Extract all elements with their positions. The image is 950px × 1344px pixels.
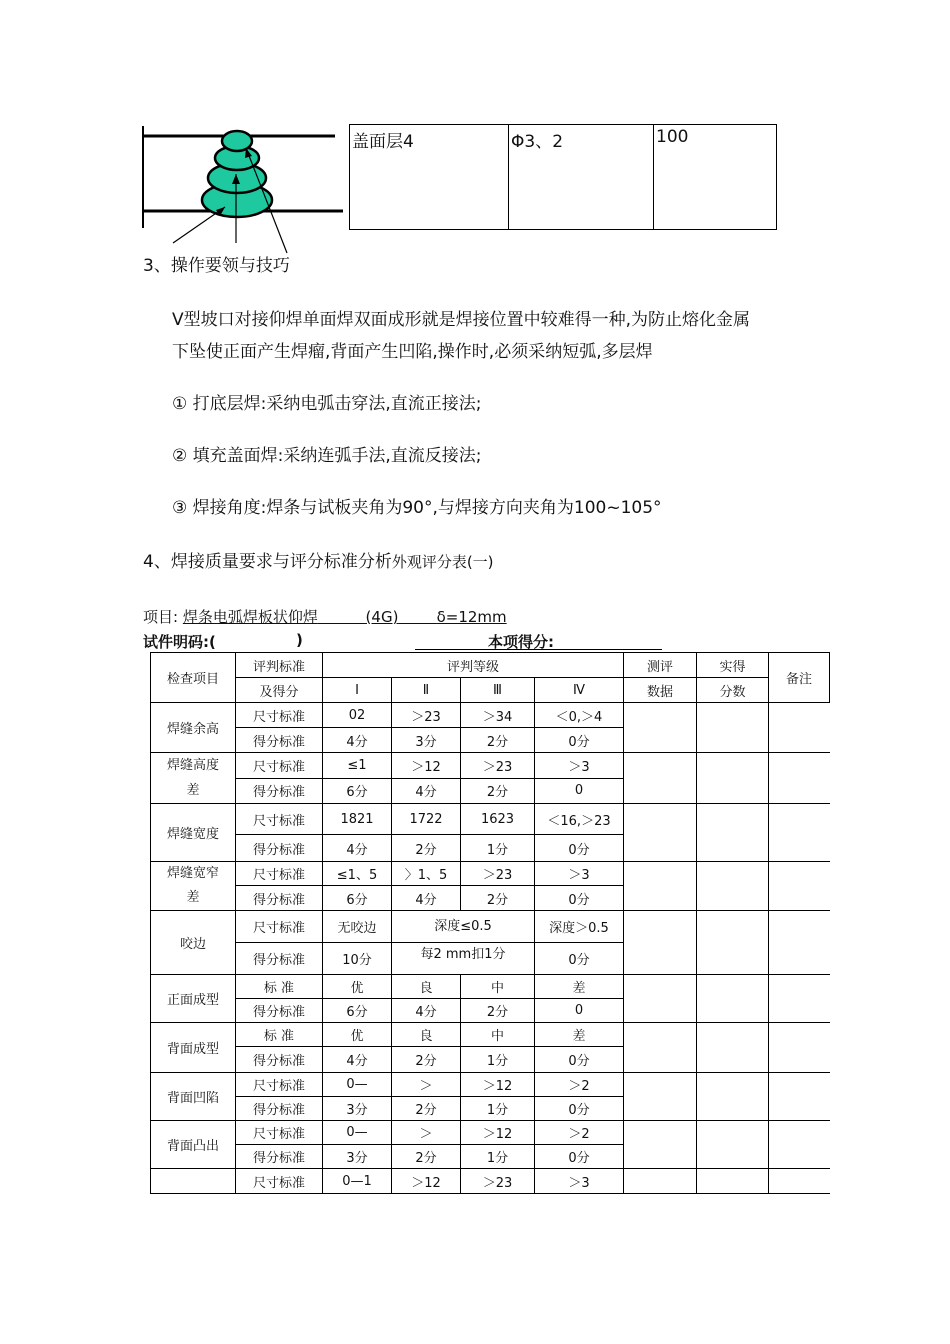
score-label: 本项得分: bbox=[488, 633, 554, 651]
grade-cell: 1分 bbox=[461, 1097, 535, 1121]
criteria-cell: 得分标准 bbox=[236, 728, 323, 753]
grade-cell: ＞23 bbox=[461, 753, 535, 779]
grade-cell: 4分 bbox=[392, 778, 461, 804]
remark-cell bbox=[769, 804, 830, 862]
remark-cell bbox=[769, 1023, 830, 1073]
remark-cell bbox=[769, 1073, 830, 1121]
criteria-cell: 尺寸标准 bbox=[236, 753, 323, 779]
electrode-cell: Φ3、2 bbox=[509, 125, 654, 230]
item-2: ② 填充盖面焊:采纳连弧手法,直流反接法; bbox=[172, 446, 482, 466]
table-row bbox=[151, 1169, 830, 1194]
grade-cell: 4分 bbox=[323, 835, 392, 862]
header-criteria-b: 及得分 bbox=[236, 678, 323, 703]
grade-cell: 1821 bbox=[323, 804, 392, 835]
grade-cell: ＞ bbox=[392, 1121, 461, 1145]
item-cell: 背面凹陷 bbox=[151, 1073, 236, 1121]
criteria-cell: 尺寸标准 bbox=[236, 1169, 323, 1194]
grade-cell: ≤1、5 bbox=[323, 862, 392, 886]
current-cell: 100 bbox=[654, 125, 777, 230]
grade-cell: ＜0,＞4 bbox=[535, 703, 624, 728]
table-row bbox=[151, 862, 830, 886]
criteria-cell: 尺寸标准 bbox=[236, 804, 323, 835]
grade-cell: 2分 bbox=[461, 886, 535, 911]
actual-cell bbox=[697, 1023, 769, 1073]
grade-cell: 每2 mm扣1分 bbox=[392, 943, 535, 975]
grade-cell: 0— bbox=[323, 1121, 392, 1145]
table-row bbox=[151, 911, 830, 943]
grade-cell: 0分 bbox=[535, 943, 624, 975]
header-g3: Ⅲ bbox=[461, 678, 535, 703]
grade-cell: 4分 bbox=[392, 886, 461, 911]
criteria-cell: 得分标准 bbox=[236, 778, 323, 804]
grade-cell: ≤1 bbox=[323, 753, 392, 779]
table-row bbox=[151, 753, 830, 779]
project-line bbox=[143, 606, 507, 627]
grade-cell: 优 bbox=[323, 975, 392, 999]
item-3: ③ 焊接角度:焊条与试板夹角为90°,与焊接方向夹角为100~105° bbox=[172, 498, 662, 518]
actual-cell bbox=[697, 753, 769, 804]
grade-cell: 2分 bbox=[392, 1097, 461, 1121]
measure-cell bbox=[624, 804, 697, 862]
criteria-cell: 尺寸标准 bbox=[236, 1121, 323, 1145]
project-thickness: δ=12mm bbox=[436, 608, 507, 626]
criteria-cell: 得分标准 bbox=[236, 999, 323, 1023]
header-actual-a: 实得 bbox=[697, 653, 769, 678]
grade-cell: 1分 bbox=[461, 1047, 535, 1073]
criteria-cell: 得分标准 bbox=[236, 1145, 323, 1169]
grade-cell: ＞23 bbox=[392, 703, 461, 728]
actual-cell bbox=[697, 1073, 769, 1121]
project-position: (4G) bbox=[365, 608, 399, 626]
header-g1: Ⅰ bbox=[323, 678, 392, 703]
grade-cell: ＞ bbox=[392, 1073, 461, 1097]
measure-cell bbox=[624, 1023, 697, 1073]
grade-cell: 0分 bbox=[535, 1097, 624, 1121]
grade-cell: 2分 bbox=[392, 835, 461, 862]
item-label-b: 差 bbox=[186, 890, 200, 905]
grade-cell: 4分 bbox=[323, 728, 392, 753]
item-label-a: 焊缝高度 bbox=[166, 758, 219, 773]
remark-cell bbox=[769, 1169, 830, 1194]
header-actual-b: 分数 bbox=[697, 678, 769, 703]
grade-cell: 2分 bbox=[461, 778, 535, 804]
appearance-score-table bbox=[150, 652, 830, 1194]
grade-cell: ＞3 bbox=[535, 1169, 624, 1194]
grade-cell: 中 bbox=[461, 1023, 535, 1047]
section3-heading: 3、操作要领与技巧 bbox=[143, 256, 290, 276]
header-grade: 评判等级 bbox=[323, 653, 624, 678]
remark-cell bbox=[769, 703, 830, 753]
item-label-b: 差 bbox=[186, 783, 200, 798]
grade-cell: ＞2 bbox=[535, 1121, 624, 1145]
item-cell bbox=[151, 1169, 236, 1194]
grade-cell: ＞34 bbox=[461, 703, 535, 728]
actual-cell bbox=[697, 862, 769, 911]
table-row bbox=[151, 703, 830, 728]
grade-cell: 深度≤0.5 bbox=[392, 911, 535, 943]
measure-cell bbox=[624, 1073, 697, 1121]
grade-cell: 0分 bbox=[535, 1047, 624, 1073]
measure-cell bbox=[624, 703, 697, 753]
project-label: 项目: bbox=[143, 608, 179, 626]
layer-cell: 盖面层4 bbox=[350, 125, 509, 230]
grade-cell: ＞23 bbox=[461, 1169, 535, 1194]
grade-cell: 1分 bbox=[461, 835, 535, 862]
grade-cell: 0分 bbox=[535, 835, 624, 862]
remark-cell bbox=[769, 1121, 830, 1169]
grade-cell: 1722 bbox=[392, 804, 461, 835]
grade-cell: 差 bbox=[535, 1023, 624, 1047]
grade-cell: ＜16,＞23 bbox=[535, 804, 624, 835]
header-measure-b: 数据 bbox=[624, 678, 697, 703]
grade-cell: 6分 bbox=[323, 886, 392, 911]
item-cell: 焊缝余高 bbox=[151, 703, 236, 753]
grade-cell: 中 bbox=[461, 975, 535, 999]
grade-cell: 10分 bbox=[323, 943, 392, 975]
criteria-cell: 标 准 bbox=[236, 975, 323, 999]
project-name: 焊条电弧焊板状仰焊 bbox=[182, 608, 318, 626]
item-cell: 背面凸出 bbox=[151, 1121, 236, 1169]
intro-line2: 下坠使正面产生焊瘤,背面产生凹陷,操作时,必须采纳短弧,多层焊 bbox=[172, 342, 653, 362]
item-label-a: 焊缝宽窄 bbox=[166, 866, 219, 881]
grade-cell: 〉1、5 bbox=[392, 862, 461, 886]
grade-cell: 2分 bbox=[461, 999, 535, 1023]
item-cell: 正面成型 bbox=[151, 975, 236, 1023]
grade-cell: ＞12 bbox=[392, 753, 461, 779]
grade-cell: ＞12 bbox=[392, 1169, 461, 1194]
grade-cell: 4分 bbox=[392, 999, 461, 1023]
table-row bbox=[151, 1121, 830, 1145]
table-row bbox=[151, 975, 830, 999]
grade-cell: 良 bbox=[392, 1023, 461, 1047]
measure-cell bbox=[624, 753, 697, 804]
actual-cell bbox=[697, 911, 769, 975]
measure-cell bbox=[624, 1121, 697, 1169]
criteria-cell: 尺寸标准 bbox=[236, 1073, 323, 1097]
table-row bbox=[151, 804, 830, 835]
criteria-cell: 得分标准 bbox=[236, 1047, 323, 1073]
table-row bbox=[151, 1023, 830, 1047]
table-row bbox=[151, 1073, 830, 1097]
specimen-label: 试件明码:( bbox=[143, 633, 216, 651]
measure-cell bbox=[624, 975, 697, 1023]
item-cell: 焊缝宽度 bbox=[151, 804, 236, 862]
grade-cell: 6分 bbox=[323, 778, 392, 804]
grade-cell: 3分 bbox=[323, 1145, 392, 1169]
weld-layers-diagram bbox=[140, 122, 350, 257]
grade-cell: 0分 bbox=[535, 886, 624, 911]
grade-cell: ＞2 bbox=[535, 1073, 624, 1097]
grade-cell: 深度＞0.5 bbox=[535, 911, 624, 943]
grade-cell: 0分 bbox=[535, 728, 624, 753]
grade-cell: ＞3 bbox=[535, 753, 624, 779]
criteria-cell: 尺寸标准 bbox=[236, 911, 323, 943]
grade-cell: ＞3 bbox=[535, 862, 624, 886]
grade-cell: 1分 bbox=[461, 1145, 535, 1169]
criteria-cell: 得分标准 bbox=[236, 835, 323, 862]
criteria-cell: 得分标准 bbox=[236, 886, 323, 911]
grade-cell: 3分 bbox=[323, 1097, 392, 1121]
remark-cell bbox=[769, 975, 830, 1023]
criteria-cell: 得分标准 bbox=[236, 943, 323, 975]
actual-cell bbox=[697, 1121, 769, 1169]
measure-cell bbox=[624, 911, 697, 975]
grade-cell: 0 bbox=[535, 778, 624, 804]
item-cell bbox=[151, 862, 236, 911]
item-1: ① 打底层焊:采纳电弧击穿法,直流正接法; bbox=[172, 394, 482, 414]
grade-cell: 优 bbox=[323, 1023, 392, 1047]
header-item: 检查项目 bbox=[151, 653, 236, 703]
grade-cell: ＞12 bbox=[461, 1121, 535, 1145]
grade-cell: ＞23 bbox=[461, 862, 535, 886]
grade-cell: 02 bbox=[323, 703, 392, 728]
grade-cell: 0— bbox=[323, 1073, 392, 1097]
grade-cell: 2分 bbox=[461, 728, 535, 753]
item-cell bbox=[151, 753, 236, 804]
criteria-cell: 尺寸标准 bbox=[236, 862, 323, 886]
grade-cell: 3分 bbox=[392, 728, 461, 753]
actual-cell bbox=[697, 975, 769, 1023]
item-cell: 咬边 bbox=[151, 911, 236, 975]
actual-cell bbox=[697, 1169, 769, 1194]
header-criteria-a: 评判标准 bbox=[236, 653, 323, 678]
grade-cell: 良 bbox=[392, 975, 461, 999]
remark-cell bbox=[769, 862, 830, 911]
criteria-cell: 得分标准 bbox=[236, 1097, 323, 1121]
header-g4: Ⅳ bbox=[535, 678, 624, 703]
grade-cell: 4分 bbox=[323, 1047, 392, 1073]
grade-cell: 差 bbox=[535, 975, 624, 999]
section4-heading-b: 外观评分表(一) bbox=[391, 553, 494, 571]
grade-cell: 6分 bbox=[323, 999, 392, 1023]
header-g2: Ⅱ bbox=[392, 678, 461, 703]
criteria-cell: 标 准 bbox=[236, 1023, 323, 1047]
grade-cell: 0—1 bbox=[323, 1169, 392, 1194]
grade-cell: ＞12 bbox=[461, 1073, 535, 1097]
grade-cell: 0分 bbox=[535, 1145, 624, 1169]
section4-heading-a: 4、焊接质量要求与评分标准分析 bbox=[143, 552, 392, 572]
remark-cell bbox=[769, 753, 830, 804]
intro-line1: V型坡口对接仰焊单面焊双面成形就是焊接位置中较难得一种,为防止熔化金属 bbox=[172, 310, 751, 330]
measure-cell bbox=[624, 862, 697, 911]
section4-heading bbox=[143, 546, 494, 578]
specimen-close: ) bbox=[296, 631, 303, 649]
grade-cell: 1623 bbox=[461, 804, 535, 835]
item-cell: 背面成型 bbox=[151, 1023, 236, 1073]
header-measure-a: 测评 bbox=[624, 653, 697, 678]
remark-cell bbox=[769, 911, 830, 975]
measure-cell bbox=[624, 1169, 697, 1194]
actual-cell bbox=[697, 703, 769, 753]
score-underline bbox=[415, 649, 662, 650]
header-remark: 备注 bbox=[769, 653, 830, 703]
welding-parameters-table bbox=[349, 124, 777, 230]
grade-cell: 2分 bbox=[392, 1145, 461, 1169]
grade-cell: 2分 bbox=[392, 1047, 461, 1073]
criteria-cell: 尺寸标准 bbox=[236, 703, 323, 728]
grade-cell: 0 bbox=[535, 999, 624, 1023]
actual-cell bbox=[697, 804, 769, 862]
grade-cell: 无咬边 bbox=[323, 911, 392, 943]
